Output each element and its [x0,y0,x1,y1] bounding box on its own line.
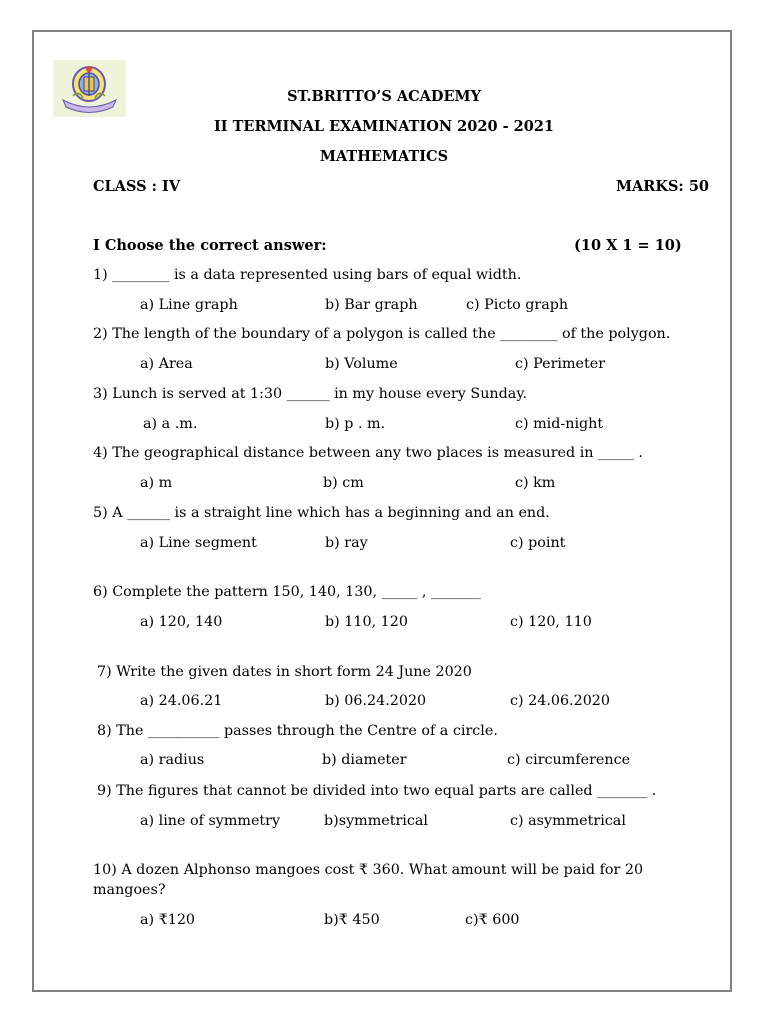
subject-title: MATHEMATICS [319,148,449,165]
section-marks: (10 X 1 = 10) [574,237,682,254]
question-3: 3) Lunch is served at 1:30 ______ in my house every Sunday. [93,386,528,402]
question-6: 6) Complete the pattern 150, 140, 130, _____ , _______ [93,584,481,600]
q1-option-c: c) Picto graph [466,297,569,313]
question-2: 2) The length of the boundary of a polygon is called the ________ of the polygon. [93,326,671,342]
question-5: 5) A ______ is a straight line which has a beginning and an end. [93,505,550,521]
section-title: I Choose the correct answer: [93,237,327,254]
q6-option-a: a) 120, 140 [140,614,223,630]
q3-option-a: a) a .m. [143,416,198,432]
question-4: 4) The geographical distance between any two places is measured in _____ . [93,445,643,461]
q10-option-c: c)₹ 600 [465,912,520,928]
question-7: 7) Write the given dates in short form 24 June 2020 [97,664,472,680]
q5-option-a: a) Line segment [140,535,257,551]
school-name: ST.BRITTO’S ACADEMY [287,88,481,105]
q8-option-a: a) radius [140,752,205,768]
q10-option-b: b)₹ 450 [324,912,380,928]
q7-option-a: a) 24.06.21 [140,693,223,709]
q2-option-b: b) Volume [325,356,398,372]
q4-option-b: b) cm [323,475,364,491]
q7-option-c: c) 24.06.2020 [510,693,610,709]
q2-option-a: a) Area [140,356,193,372]
q4-option-c: c) km [515,475,556,491]
exam-title: II TERMINAL EXAMINATION 2020 - 2021 [214,118,554,135]
question-1: 1) ________ is a data represented using bars of equal width. [93,267,522,283]
q5-option-c: c) point [510,535,566,551]
q1-option-b: b) Bar graph [325,297,418,313]
q2-option-c: c) Perimeter [515,356,606,372]
q10-option-a: a) ₹120 [140,912,196,928]
marks-label: MARKS: 50 [616,178,710,195]
question-10-line-2: mangoes? [93,882,166,898]
q3-option-b: b) p . m. [325,416,386,432]
q9-option-c: c) asymmetrical [510,813,626,829]
q1-option-a: a) Line graph [140,297,238,313]
class-label: CLASS : IV [93,178,181,195]
q6-option-c: c) 120, 110 [510,614,592,630]
q7-option-b: b) 06.24.2020 [325,693,427,709]
q5-option-b: b) ray [325,535,368,551]
q9-option-b: b)symmetrical [324,813,428,829]
question-8: 8) The __________ passes through the Centre of a circle. [97,723,498,739]
q3-option-c: c) mid-night [515,416,604,432]
question-10-line-1: 10) A dozen Alphonso mangoes cost ₹ 360. What amount will be paid for 20 [93,862,644,878]
q8-option-c: c) circumference [507,752,631,768]
q9-option-a: a) line of symmetry [140,813,281,829]
q6-option-b: b) 110, 120 [325,614,408,630]
q4-option-a: a) m [140,475,173,491]
q8-option-b: b) diameter [322,752,407,768]
question-9: 9) The figures that cannot be divided into two equal parts are called _______ . [97,783,657,799]
